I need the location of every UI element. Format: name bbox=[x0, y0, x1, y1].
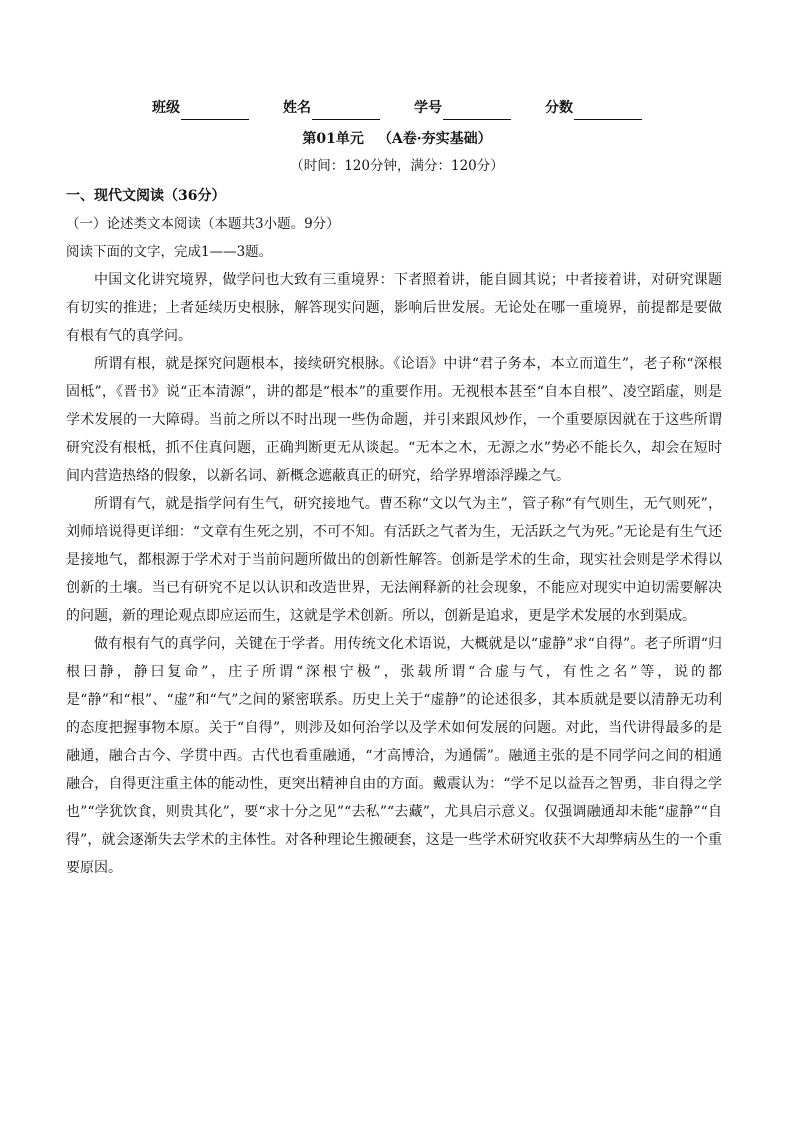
score-field bbox=[545, 96, 642, 120]
score-label: 分数 bbox=[545, 100, 573, 116]
sub-section-heading: （一）论述类文本阅读（本题共3小题。9分） bbox=[66, 216, 340, 232]
passage-paragraph-3: 所谓有气，就是指学问有生气，研究接地气。曹丕称“文以气为主”，管子称“有气则生，无气则死”，刘师培说得更详细：“文章有生死之别，不可不知。有活跃之气者为生，无活跃之气为死。”无论是有生气还是接地气，都根源于学术对于当前问题所做出的创新性解答。创新是学术的生命，现实社会则是学术得以创新的土壤。当已有研究不足以认识和改造世界，无法阐释新的社会现象，不能应对现实中迫切需要解决的问题，新的理论观点即应运而生，这就是学术创新。所以，创新是追求，更是学术发展的水到渠成。 bbox=[66, 496, 722, 624]
unit-title-sub: （A卷·夯实基础） bbox=[377, 131, 492, 147]
name-field bbox=[283, 96, 380, 120]
name-blank[interactable] bbox=[312, 103, 380, 120]
reading-instruction: 阅读下面的文字，完成1——3题。 bbox=[66, 244, 273, 260]
passage-paragraph-1: 中国文化讲究境界，做学问也大致有三重境界：下者照着讲，能自圆其说；中者接着讲，对研究课题有切实的推进；上者延续历史根脉，解答现实问题，影响后世发展。无论处在哪一重境界，前提都是要做有根有气的真学问。 bbox=[66, 272, 722, 344]
class-field bbox=[152, 96, 249, 120]
unit-title-main: 第01单元 bbox=[302, 131, 364, 147]
unit-title bbox=[72, 127, 722, 151]
section-heading: 一、现代文阅读（36分） bbox=[66, 188, 226, 204]
passage-paragraph-2: 所谓有根，就是探究问题根本，接续研究根脉。《论语》中讲“君子务本，本立而道生”，老子称“深根固柢”，《晋书》说“正本清源”，讲的都是“根本”的重要作用。无视根本甚至“自本自根”、凌空蹈虚，则是学术发展的一大障碍。当前之所以不时出现一些伪命题，并引来跟风炒作，一个重要原因就在于这些所谓研究没有根柢，抓不住真问题，正确判断更无从谈起。“无本之木，无源之水”势必不能长久，却会在短时间内营造热络的假象，以新名词、新概念遮蔽真正的研究，给学界增添浮躁之气。 bbox=[66, 356, 722, 484]
time-info: （时间：120分钟，满分：120分） bbox=[290, 158, 504, 174]
student-id-field bbox=[414, 96, 511, 120]
score-blank[interactable] bbox=[574, 103, 642, 120]
student-id-label: 学号 bbox=[414, 100, 442, 116]
student-info-row bbox=[72, 96, 722, 120]
class-blank[interactable] bbox=[181, 103, 249, 120]
name-label: 姓名 bbox=[283, 100, 311, 116]
class-label: 班级 bbox=[152, 100, 180, 116]
student-id-blank[interactable] bbox=[443, 103, 511, 120]
passage-paragraph-4: 做有根有气的真学问，关键在于学者。用传统文化术语说，大概就是以“虚静”求“自得”。老子所谓“归根曰静，静曰复命”，庄子所谓“深根宁极”，张载所谓“合虚与气，有性之名”等，说的都是“静”和“根”、“虚”和“气”之间的紧密联系。历史上关于“虚静”的论述很多，其本质就是要以清静无功利的态度把握事物本原。关于“自得”，则涉及如何治学以及学术如何发展的问题。对此，当代讲得最多的是融通，融合古今、学贯中西。古代也看重融通，“才高博洽，为通儒”。融通主张的是不同学问之间的相通融合，自得更注重主体的能动性，更突出精神自由的方面。戴震认为：“学不足以益吾之智勇，非自得之学也”“学犹饮食，则贵其化”，要“求十分之见”“去私”“去藏”，尤具启示意义。仅强调融通却未能“虚静”“自得”，就会逐渐失去学术的主体性。对各种理论生搬硬套，这是一些学术研究收获不大却弊病丛生的一个重要原因。 bbox=[66, 636, 722, 876]
exam-page bbox=[66, 96, 722, 882]
